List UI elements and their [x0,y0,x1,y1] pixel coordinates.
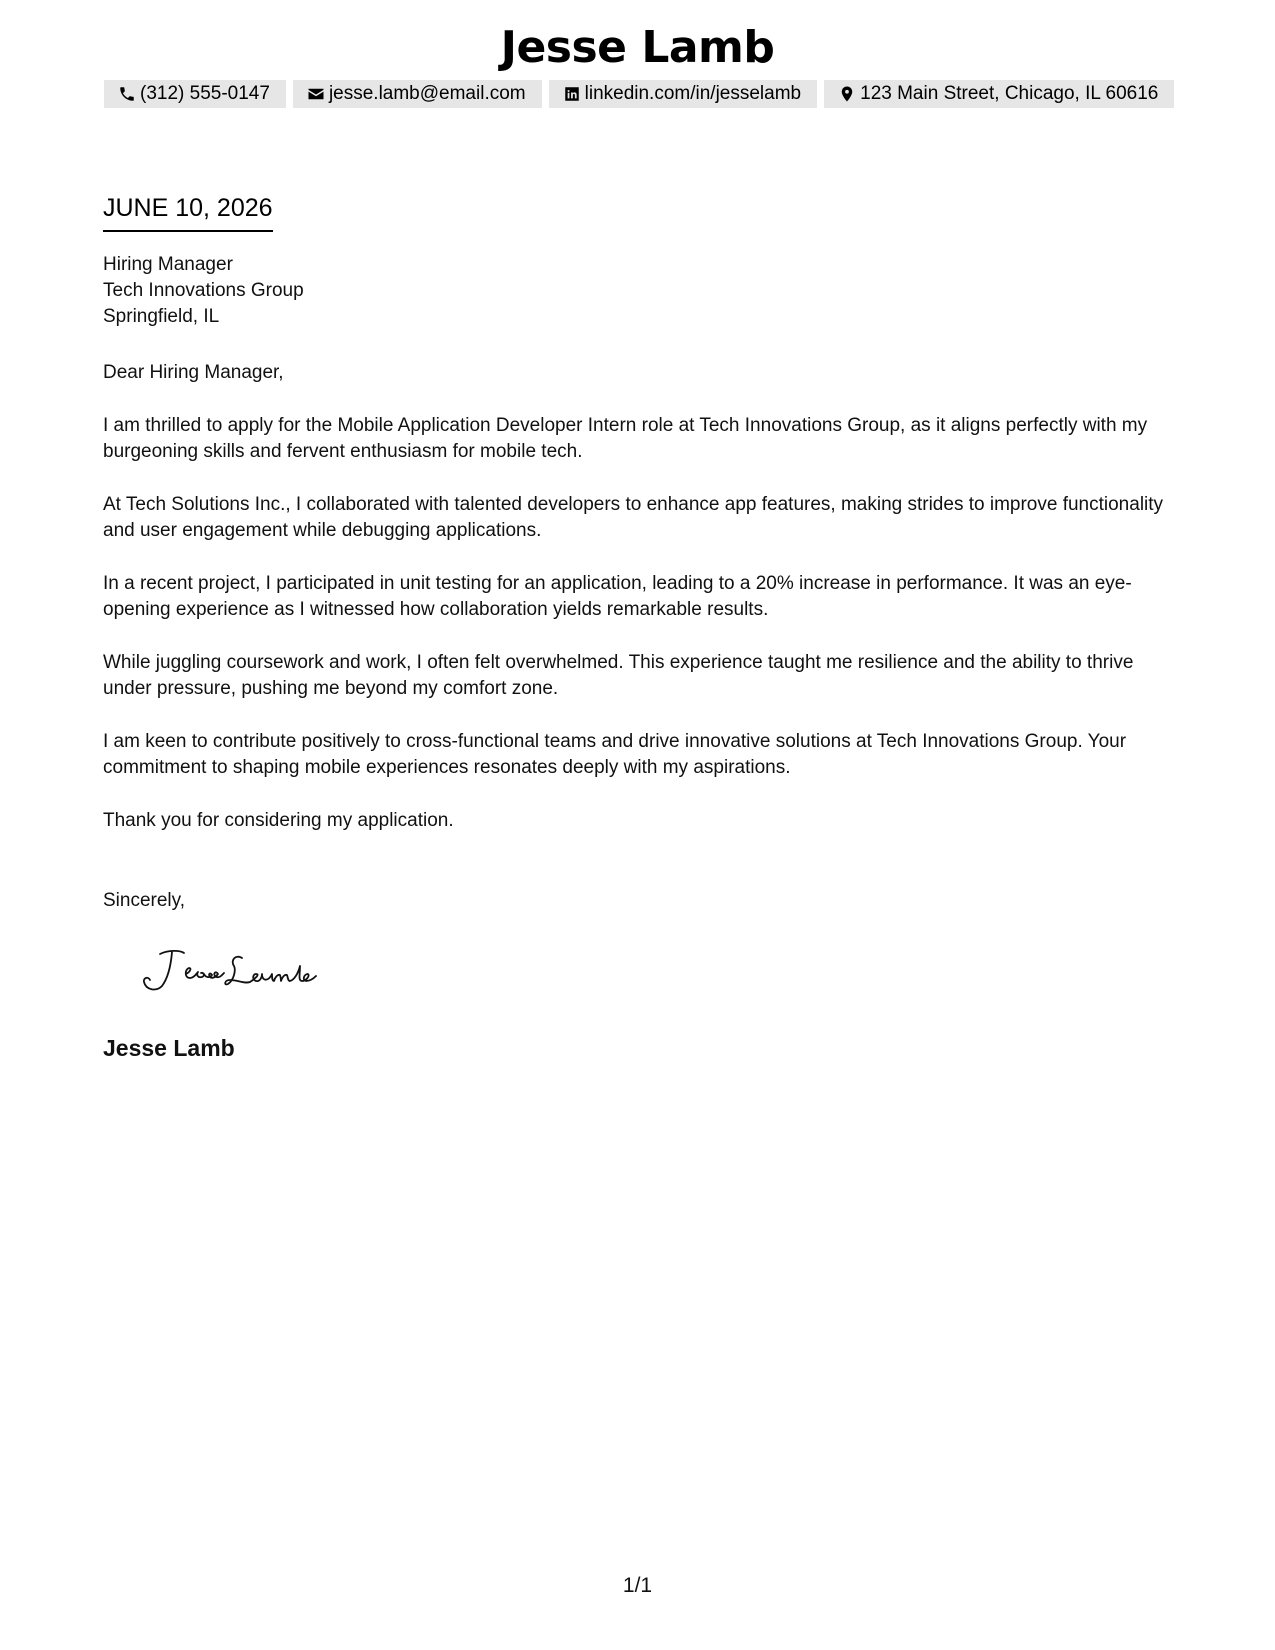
recipient-block [103,252,304,330]
body-paragraph: I am thrilled to apply for the Mobile Application Developer Intern role at Tech Innovations Group, as it aligns perfectly with my burgeoning skills and fervent enthusiasm for mobile tech. [103,414,1148,462]
contact-phone [104,80,286,108]
letter-date: JUNE 10, 2026 [103,192,273,232]
body-paragraph: Thank you for considering my application. [103,809,454,831]
body-paragraph: While juggling coursework and work, I often felt overwhelmed. This experience taught me resilience and the ability to thrive under pressure, pushing me beyond my comfort zone. [103,651,1134,699]
contact-bar [104,80,1174,108]
map-pin-icon [838,85,856,103]
salutation: Dear Hiring Manager, [103,362,284,383]
email-text: jesse.lamb@email.com [328,83,526,104]
recipient-title: Hiring Manager [103,254,233,275]
handwritten-signature [138,944,328,996]
page-indicator: 1/1 [622,1574,653,1597]
envelope-icon [307,85,325,103]
address-text: 123 Main Street, Chicago, IL 60616 [860,83,1159,104]
linkedin-icon [563,85,581,103]
body-paragraph: In a recent project, I participated in unit testing for an application, leading to a 20% increase in performance. It was an eye-opening experience as I witnessed how collaboration yields remarkable results. [103,572,1132,620]
closing: Sincerely, [103,890,186,911]
recipient-location: Springfield, IL [103,306,220,327]
contact-linkedin [549,80,818,108]
applicant-name: Jesse Lamb [500,22,775,73]
contact-email [293,80,542,108]
signer-name: Jesse Lamb [103,1035,235,1061]
phone-text: (312) 555-0147 [140,83,270,104]
letter-body [103,360,1173,860]
body-paragraph: At Tech Solutions Inc., I collaborated with talented developers to enhance app features, making strides to improve functionality and user engagement while debugging applications. [103,493,1164,541]
linkedin-text: linkedin.com/in/jesselamb [584,83,802,104]
body-paragraph: I am keen to contribute positively to cross-functional teams and drive innovative solutions at Tech Innovations Group. Your commitment to shaping mobile experiences resonates deeply with my aspirations. [103,730,1127,778]
contact-address [824,80,1174,108]
recipient-company: Tech Innovations Group [103,280,304,301]
phone-icon [118,85,136,103]
